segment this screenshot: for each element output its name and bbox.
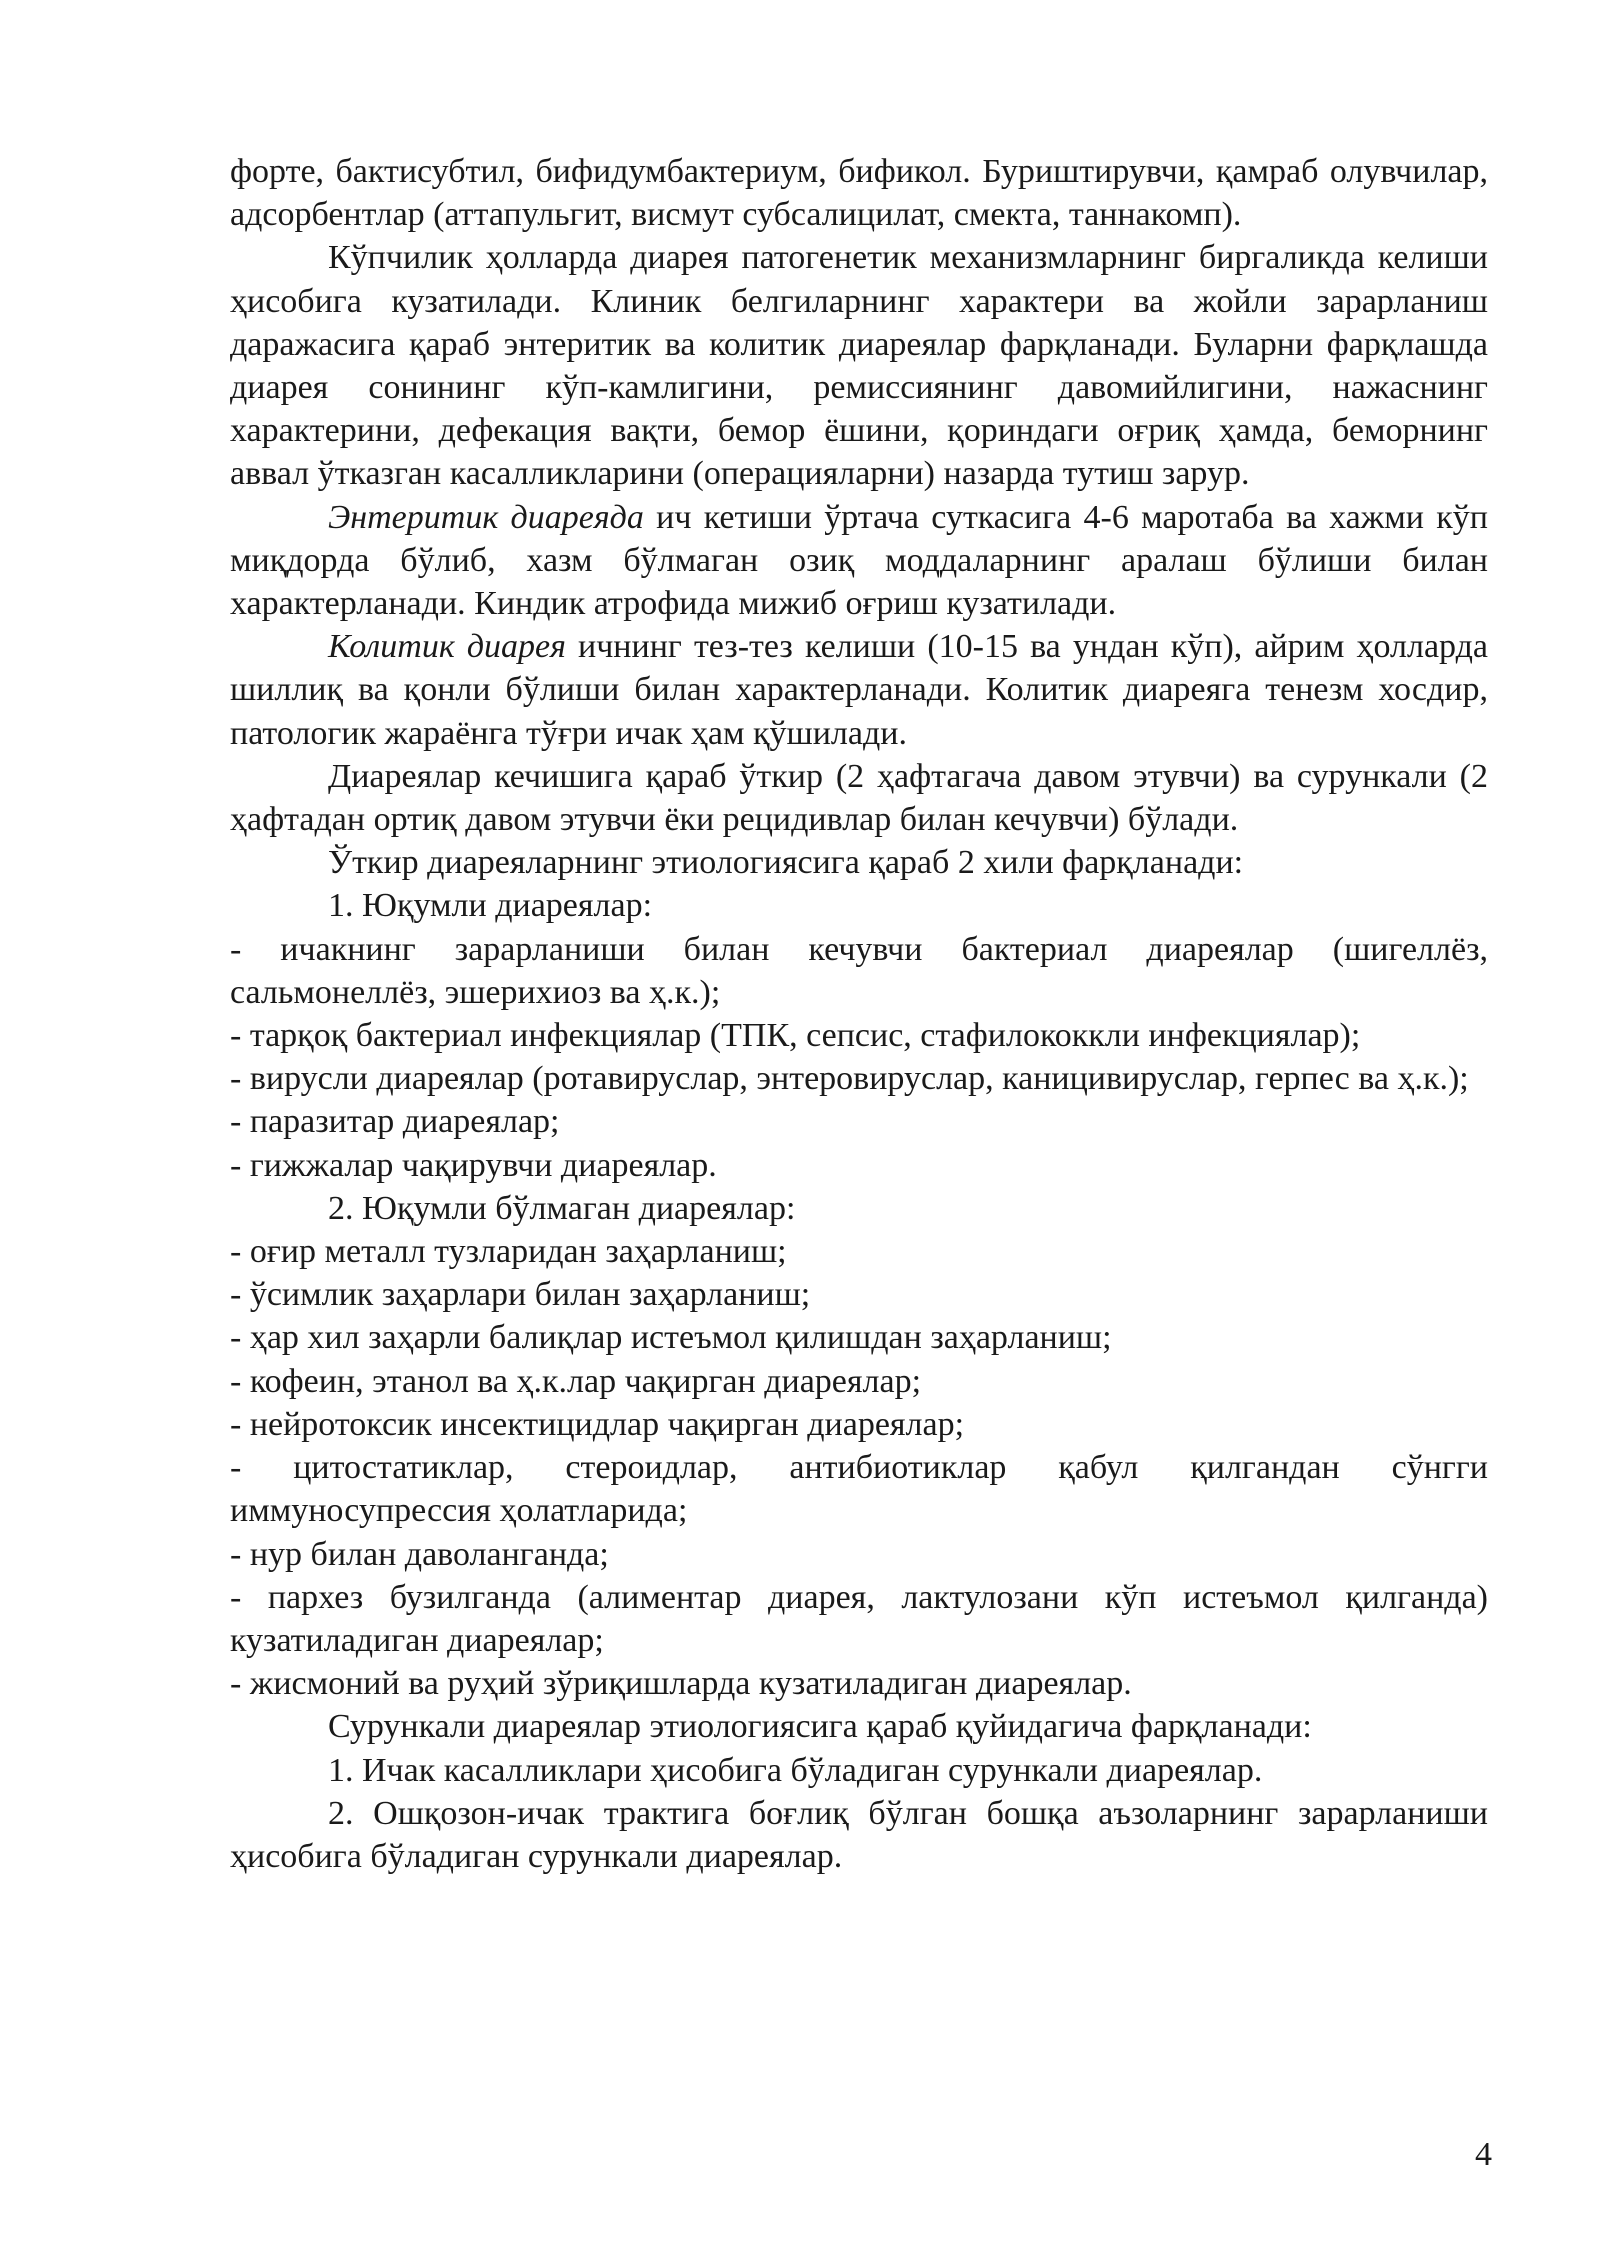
colitic-description: ичнинг тез-тез келиши (10-15 ва ундан кўп), айрим ҳолларда шиллиқ ва қонли бўлиши билан характерланади. Колитик диареяга тенезм хосдир, патологик жараёнга тўғри ичак ҳам қўшилади. [230,628,1488,752]
list-item: - кофеин, этанол ва ҳ.к.лар чақирган диареялар; [230,1362,922,1400]
list-item: - жисмоний ва руҳий зўриқишларда кузатиладиган диареялар. [230,1665,1132,1703]
list-item: - ўсимлик заҳарлари билан заҳарланиш; [230,1276,811,1314]
list-item: - ичакнинг зарарланиши билан кечувчи бактериал диареялар (шигеллёз, сальмонеллёз, эшерихиоз ва ҳ.к.); [230,930,1488,1011]
list-item: - тарқоқ бактериал инфекциялар (ТПК, сепсис, стафилококкли инфекциялар); [230,1017,1361,1055]
heading-infectious-diarrheas: 1. Юқумли диареялар: [328,887,653,925]
heading-noninfectious-diarrheas: 2. Юқумли бўлмаган диареялар: [328,1189,796,1227]
paragraph-chronic-etiology: Сурункали диареялар этиологиясига қараб қуйидагича фарқланади: [328,1708,1312,1746]
list-item: - оғир металл тузларидан заҳарланиш; [230,1233,787,1271]
paragraph-course: Диареялар кечишига қараб ўткир (2 ҳафтагача давом этувчи) ва сурункали (2 ҳафтадан ортиқ давом этувчи ёки рецидивлар билан кечувчи) бўлади. [230,757,1488,839]
list-item: - вирусли диареялар (ротавируслар, энтеровируслар, каницивируслар, герпес ва ҳ.к.); [230,1060,1469,1098]
paragraph-treatment-continuation: форте, бактисубтил, бифидумбактериум, бификол. Буриштирувчи, қамраб олувчилар, адсорбентлар (аттапульгит, висмут субсалицилат, смекта, таннакомп). [230,153,1488,234]
paragraph-enteritic-diarrhea [230,496,1488,626]
paragraph-acute-etiology: Ўткир диареяларнинг этиологиясига қараб 2 хили фарқланади: [328,844,1244,882]
enteritic-description: ич кетиши ўртача суткасига 4-6 маротаба ва хажми кўп миқдорда бўлиб, хазм бўлмаган озиқ моддаларнинг аралаш бўлиши билан характерланади. Киндик атрофида мижиб оғриш кузатилади. [230,498,1488,623]
list-item: - паразитар диареялар; [230,1103,560,1141]
page-number: 4 [1475,2136,1492,2173]
paragraph-chronic-other-organs: 2. Ошқозон-ичак трактига боғлиқ бўлган бошқа аъзоларнинг зарарланиши ҳисобига бўладиган сурункали диареялар. [230,1794,1488,1875]
term-colitic-diarrhea: Колитик диарея [328,628,566,666]
list-item: - гижжалар чақирувчи диареялар. [230,1146,717,1184]
paragraph-chronic-intestinal: 1. Ичак касалликлари ҳисобига бўладиган сурункали диареялар. [328,1751,1263,1789]
paragraph-pathogenesis: Кўпчилик ҳолларда диарея патогенетик механизмларнинг биргаликда келиши ҳисобига кузатилади. Клиник белгиларнинг характери ва жойли зарарланиш даражасига қараб энтеритик ва колитик диареялар фарқланади. Буларни фарқлашда диарея сонининг кўп-камлигини, ремиссиянинг давомийлигини, нажаснинг характерини, дефекация вақти, бемор ёшини, қориндаги оғриқ ҳамда, беморнинг аввал ўтказган касалликларини (операцияларни) назарда тутиш зарур. [230,239,1488,493]
list-item: - цитостатиклар, стероидлар, антибиотиклар қабул қилгандан сўнгги иммуносупрессия ҳолатларида; [230,1449,1488,1530]
term-enteritic-diarrhea: Энтеритик диареяда [328,498,644,536]
document-body [230,150,1488,1878]
list-item: - ҳар хил заҳарли балиқлар истеъмол қилишдан заҳарланиш; [230,1319,1112,1357]
paragraph-colitic-diarrhea [230,625,1488,755]
list-item: - пархез бузилганда (алиментар диарея, лактулозани кўп истеъмол қилганда) кузатиладиган диареялар; [230,1578,1488,1659]
list-item: - нейротоксик инсектицидлар чақирган диареялар; [230,1405,965,1443]
list-item: - нур билан даволанганда; [230,1535,609,1573]
